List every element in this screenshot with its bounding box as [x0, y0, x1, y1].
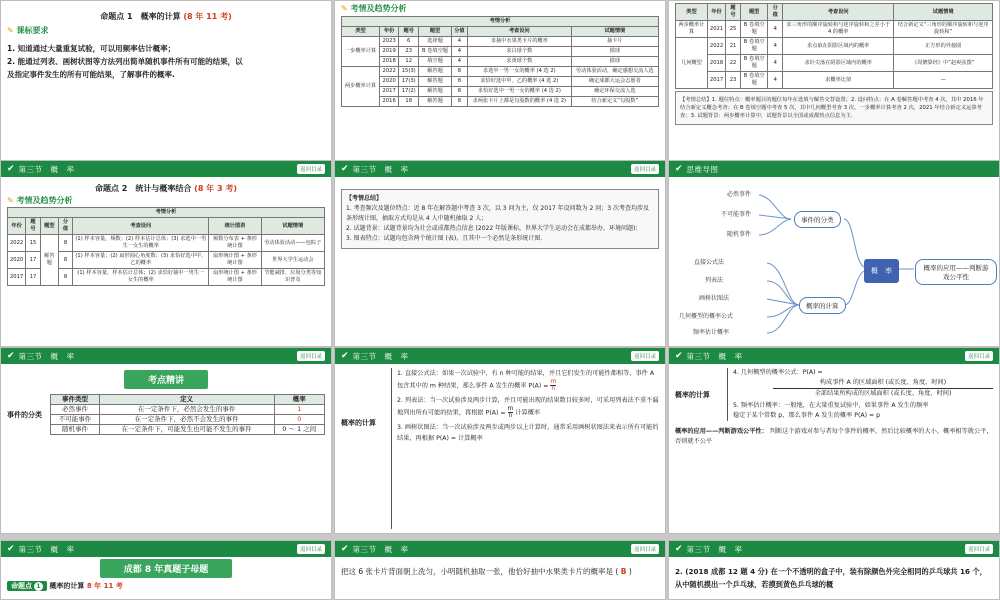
method-2-text: 2. 列表法：当一次试验涉及两步计算，并且可能出现的结果数目较多时，可采用列表法不重不漏地列出所有可能的结果，再根据 P(A) = [397, 397, 659, 417]
method-5-b: 稳定于某个常数 p，那么事件 A 发生的概率 P(A) = p [733, 412, 881, 419]
slide-header [669, 348, 999, 364]
table-cell: 解答题 [419, 77, 452, 87]
slide-7[interactable] [0, 347, 332, 534]
method-1-eq: P(A) = [528, 382, 549, 390]
slide-2-body [335, 1, 665, 186]
table-cell: 选择题 [419, 37, 452, 47]
table-cell: 17 [26, 252, 41, 269]
mindmap-box-event-classes: 事件的分类 [794, 211, 841, 228]
slide-4[interactable] [0, 160, 332, 347]
table-cell: 结合新定义“三角形的顺序旋转和与逆序旋转和” [894, 21, 993, 38]
table-cell: 8 [58, 235, 72, 252]
slide-2[interactable] [334, 0, 666, 187]
table-cell: 求恰好选中一男一女的概率 (4 选 2) [468, 87, 572, 97]
slide-header [1, 161, 331, 177]
return-button[interactable]: 返回目录 [631, 164, 659, 174]
table-row [342, 97, 659, 107]
table-header-cell: 类型 [676, 4, 708, 21]
table-row [51, 425, 325, 435]
table-cell: 6 [399, 37, 419, 47]
return-button[interactable]: 返回目录 [631, 351, 659, 361]
table-cell: 0 ～ 1 之间 [274, 425, 324, 435]
mindmap-method: 频率估计概率 [693, 329, 730, 336]
numerator: m [550, 378, 557, 385]
slide-1-body [1, 1, 331, 186]
table-cell: 4 [451, 37, 467, 47]
slide-12[interactable] [668, 540, 1000, 600]
sub-title [341, 3, 659, 14]
table-cell: 求概率比值 [783, 72, 894, 89]
return-button[interactable]: 返回目录 [297, 351, 325, 361]
chevron-icon: ✔ [675, 351, 683, 361]
table-cell: 正方形的外接圆 [894, 38, 993, 55]
table-header-cell: 题号 [399, 27, 419, 37]
pen-icon: ✎ [341, 4, 348, 13]
table-header-cell: 题型 [740, 4, 768, 21]
analysis-table-cont [675, 3, 993, 89]
slide-5-body [335, 177, 665, 346]
mindmap [669, 177, 999, 346]
fraction [550, 379, 556, 392]
method-1-text: 1. 直接公式法：如果一次试验中，有 n 种可能的结果，并且它们发生的可能性都相等，事件 A 包含其中的 m 种结果，那么事件 A 发生的概率 [397, 370, 655, 390]
table-row [342, 37, 659, 47]
numerator: m [507, 405, 514, 412]
mindmap-method: 画树状图法 [699, 295, 730, 302]
table-header-cell: 概率 [274, 395, 324, 405]
slide-10[interactable] [0, 540, 332, 600]
slide-3-body [669, 1, 999, 186]
table-cell: 解答题 [419, 67, 452, 77]
table-cell: 12 [399, 57, 419, 67]
table-cell: 求点取在阴影区域内的概率 [783, 38, 894, 55]
slide-header [1, 541, 331, 557]
chevron-icon: ✔ [7, 351, 15, 361]
table-row [676, 72, 993, 89]
table-cell: 4 [768, 55, 783, 72]
table-cell: 8 [58, 252, 72, 269]
side-label: 概率的计算 [675, 391, 710, 399]
table-row [342, 77, 659, 87]
calc-block [675, 368, 993, 421]
table-cell: 8 [451, 97, 467, 107]
sub-title [7, 25, 325, 36]
method-2-end: 计算概率 [515, 409, 541, 417]
kd-label: 命题点 1 概率的计算 [100, 12, 181, 21]
table-cell: B 卷填空题 [740, 72, 768, 89]
table-header-row [51, 395, 325, 405]
slide-6[interactable] [668, 160, 1000, 347]
question-end: ) [628, 567, 632, 576]
table-header-cell: 试题情境 [571, 27, 658, 37]
chevron-icon: ✔ [7, 164, 15, 174]
slide-9-body [669, 364, 999, 533]
kd-count: (8 年 11 考) [183, 12, 232, 21]
table-header-cell: 统计图表 [209, 218, 261, 235]
numerator: 构成事件 A 的区域面积 (或长度、角度、时间) [773, 378, 993, 389]
denominator: n [551, 385, 556, 392]
kd-heading [7, 183, 325, 194]
slide-9[interactable] [668, 347, 1000, 534]
kd-tag-text: 命题点 [11, 582, 32, 590]
kd-tag [7, 581, 47, 591]
table-cell: 解答题 [419, 97, 452, 107]
table-cell: 2018 [707, 55, 725, 72]
table-cell: 几何概型 [676, 38, 708, 89]
mindmap-method: 直接公式法 [694, 259, 725, 266]
method-3 [397, 422, 659, 444]
slide-11-body [335, 557, 665, 599]
table-body [342, 37, 659, 107]
mindmap-center: 概 率 [864, 259, 899, 283]
table-cell: B 卷填空题 [740, 21, 768, 38]
return-button[interactable]: 返回目录 [297, 164, 325, 174]
pen-icon: ✎ [7, 196, 14, 205]
slide-7-body [1, 364, 331, 533]
method-3-end: 计算概率 [458, 435, 483, 442]
line: 2. 能通过列表、画树状图等方法列出简单随机事件所有可能的结果，以 [7, 57, 243, 66]
table-header-cell: 年份 [8, 218, 26, 235]
table-cell: 4 [768, 21, 783, 38]
table-header-cell: 分值 [58, 218, 72, 235]
table-cell: 17(3) [399, 77, 419, 87]
summary-line: 2. 试题背景：试题背景均为社会或成都热点信息 (2022 年版课标，世界大学生运动会在成都举办，环境问题)； [346, 225, 642, 232]
kd-heading [7, 11, 325, 22]
table-cell: 1 [274, 405, 324, 415]
slide-12-body [669, 557, 999, 599]
table-header-cell: 试题情境 [894, 4, 993, 21]
table-row [676, 55, 993, 72]
app-text: 判断这个游戏对参与者每个事件的概率，然后比较概率的大小，概率相等就公平，否则就不公平 [675, 428, 993, 445]
table-cell: 摸球 [571, 47, 658, 57]
standard-lines [7, 42, 325, 81]
table-cell: 求恰好选中甲、乙的概率 (4 选 2) [468, 77, 572, 87]
table-header-cell: 考查设问 [73, 218, 209, 235]
table-body [676, 21, 993, 89]
slide-header [669, 161, 999, 177]
table-row [342, 47, 659, 57]
event-table [50, 394, 325, 435]
app-label: 概率的应用——判断游戏公平性： [675, 428, 768, 435]
table-cell: 2017 [380, 87, 399, 97]
table-cell: B 卷填空题 [740, 38, 768, 55]
table-cell: 4 [768, 72, 783, 89]
table-cell: 必然事件 [51, 405, 100, 415]
chevron-icon: ✔ [675, 544, 683, 554]
slide-3[interactable] [668, 0, 1000, 187]
kd-label: 命题点 2 统计与概率结合 [95, 184, 192, 193]
slide-1[interactable] [0, 0, 332, 187]
section-title: 第三节 概 率 [686, 351, 743, 361]
banner-wrap [7, 559, 325, 578]
summary-box: 【考情总结】1. 题位特点：概率题目的题位每年在选填与解答交替设置；2. 设问特点：在 A 卷解答题中考查 4 次，其中 2016 年结合新定义概念考查；在 B 卷填空题中考查 5 次，其中几何概型考查 3 次，一步概率计算考查 2 次，2021 年结合新定义运算考查；3. 试题背景：两步概率计算中，试题背景以全国或成都热点信息为主. [675, 91, 993, 125]
banner: 考点精讲 [124, 370, 208, 389]
table-row [342, 87, 659, 97]
analysis-table [7, 207, 325, 286]
chevron-icon: ✔ [341, 544, 349, 554]
table-cell: 节能减排、垃圾分类等知识普及 [261, 269, 324, 286]
table-cell: 确定环保交流人选 [571, 87, 658, 97]
mindmap-box-calculation: 概率的计算 [799, 297, 846, 314]
table-cell: 18 [399, 97, 419, 107]
table-header-cell: 考查设问 [468, 27, 572, 37]
question-text: 把这 6 张卡片背面朝上洗匀，小明随机抽取一张，他恰好抽中水果类卡片的概率是 ( [341, 567, 619, 576]
sub-title-text: 课标要求 [16, 26, 49, 35]
table-cell: 一步概率计算 [342, 37, 380, 67]
table-row [51, 415, 325, 425]
section-title: 第三节 概 率 [352, 164, 409, 174]
table-cell: 2019 [380, 47, 399, 57]
table-cell: (1) 样本容量，样本估计总体；(2) 求恰好抽中一男生一女生的概率 [73, 269, 209, 286]
table-cell: 4 [451, 47, 467, 57]
mindmap-event-impossible: 不可能事件 [721, 211, 752, 218]
section-title: 第三节 概 率 [18, 164, 75, 174]
table-cell: 0 [274, 415, 324, 425]
kd-tag-num: 1 [34, 582, 43, 591]
event-classes [7, 394, 325, 435]
slide-header [335, 348, 665, 364]
question-text: 2. (2018 成都 12 题 4 分) 在一个不透明的盒子中，装有除颜色外完全相同的乒乓球共 16 个，从中随机摸出一个乒乓球，若摸到黄色乒乓球的概 [675, 567, 987, 589]
table-header-cell: 年份 [380, 27, 399, 37]
table-cell: (1) 样本容量；(2) 扇形圆心角度数；(3) 求恰好选中甲、乙的概率 [73, 252, 209, 269]
table-cell: 2016 [380, 97, 399, 107]
table-cell: 2022 [380, 67, 399, 77]
table-header-cell: 试题情境 [261, 218, 324, 235]
table-cell: 劳动体验活动，确定感想交流人选 [571, 67, 658, 77]
side-label: 概率的计算 [341, 419, 376, 427]
calc-methods [727, 368, 993, 421]
mindmap-event-certain: 必然事件 [727, 191, 752, 198]
table-cell: 解答题 [40, 235, 58, 286]
table-cell: 8 [58, 269, 72, 286]
method-3-text: 3. 画树状图法：当一次试验涉及两步或两步以上计算时，通常采用画树状图法来表示所有可能的结果，再根据 P(A) = [397, 424, 659, 442]
fraction [508, 406, 514, 419]
table-cell: 2017 [8, 269, 26, 286]
table-cell: 8 [451, 67, 467, 77]
table-header-cell: 题号 [726, 4, 741, 21]
table-cell: 2020 [8, 252, 26, 269]
table-cell: 两步概率计算 [676, 21, 708, 38]
table-cell: — [894, 72, 993, 89]
table-cell: 15 [26, 235, 41, 252]
table-header-cell: 年份 [707, 4, 725, 21]
denominator: n [508, 412, 513, 419]
table-title: 考情分析 [8, 208, 325, 218]
side-label: 事件的分类 [7, 410, 42, 419]
table-cell: 求选中一男一女的概率 (4 选 2) [468, 67, 572, 77]
table-header-cell: 考查设问 [783, 4, 894, 21]
table-cell: 2022 [8, 235, 26, 252]
slide-8-body [335, 364, 665, 533]
table-header-cell: 类型 [342, 27, 380, 37]
line: 及指定事件发生的所有可能结果，了解事件的概率. [7, 70, 175, 79]
table-row [676, 21, 993, 38]
sub-title-text: 考情及趋势分析 [350, 4, 407, 13]
method-5: 5. 频率估计概率：一般地，在大量重复试验中，如果事件 A 发生的频率 [733, 402, 929, 409]
answer: B [620, 567, 627, 576]
kd-count: (8 年 3 考) [194, 184, 237, 193]
table-cell: (1) 样本容量，频数；(2) 样本估计总体；(3) 求选中一男生一女生的概率 [73, 235, 209, 252]
return-button[interactable]: 返回目录 [631, 544, 659, 554]
table-cell: B 卷填空题 [419, 47, 452, 57]
section-title: 第三节 概 率 [352, 544, 409, 554]
table-row [676, 38, 993, 55]
table-header-cell: 题型 [419, 27, 452, 37]
table-cell: 不可能事件 [51, 415, 100, 425]
table-title: 考情分析 [342, 17, 659, 27]
chevron-icon: ✔ [675, 164, 683, 174]
table-header-cell: 题号 [26, 218, 41, 235]
table-cell: 扇形统计图 + 条形统计图 [209, 269, 261, 286]
table-cell: 在一定条件下，必然会发生的事件 [99, 405, 274, 415]
table-cell: 求黄球个数 [468, 57, 572, 67]
table-header-cell: 事件类型 [51, 395, 100, 405]
slide-header [1, 348, 331, 364]
table-cell: 2018 [380, 57, 399, 67]
return-button[interactable]: 返回目录 [965, 351, 993, 361]
table-cell: 23 [399, 47, 419, 57]
return-button[interactable]: 返回目录 [965, 544, 993, 554]
table-cell: 25 [726, 21, 741, 38]
pen-icon: ✎ [7, 26, 14, 35]
table-cell: 抽卡片 [571, 37, 658, 47]
table-cell: 在一定条件下，必然不会发生的事件 [99, 415, 274, 425]
table-cell: 17(2) [399, 87, 419, 97]
table-cell: 频数分布表 + 条形统计图 [209, 235, 261, 252]
table-cell: 4 [451, 57, 467, 67]
sub-title [7, 195, 325, 206]
kd-row [7, 581, 325, 591]
kd-label: 概率的计算 [49, 582, 85, 590]
summary-title: 【考情总结】 [346, 195, 383, 202]
table-cell: 求针尖落在阴影区域内的概率 [783, 55, 894, 72]
table-cell: 2017 [707, 72, 725, 89]
table-cell: 2020 [380, 77, 399, 87]
table-row [342, 57, 659, 67]
table-cell: 17 [26, 269, 41, 286]
table-cell: 在一定条件下，可能发生也可能不发生的事件 [99, 425, 274, 435]
denominator: 全部结果所构成的区域面积 (或长度、角度、时间) [814, 390, 952, 397]
slide-4-body [1, 177, 331, 346]
table-header-row [676, 4, 993, 21]
table-cell: 《周髀算经》中“赵爽弦图” [894, 55, 993, 72]
method-2 [397, 395, 659, 419]
section-title: 第三节 概 率 [352, 351, 409, 361]
table-body [8, 235, 325, 286]
table-row [8, 235, 325, 252]
table-row [51, 405, 325, 415]
table-header-cell: 分值 [451, 27, 467, 37]
table-cell: 世界大学生运动会 [261, 252, 324, 269]
table-cell: 解答题 [419, 87, 452, 97]
table-cell: 8 [451, 77, 467, 87]
table-cell: 随机事件 [51, 425, 100, 435]
banner-wrap [7, 370, 325, 389]
sub-title-text: 考情及趋势分析 [16, 196, 73, 205]
table-cell: 摸球 [571, 57, 658, 67]
table-cell: 23 [726, 72, 741, 89]
table-cell: 求抽中水果类卡片的概率 [468, 37, 572, 47]
analysis-table [341, 16, 659, 107]
table-cell: 15(3) [399, 67, 419, 77]
mindmap-title: 思维导图 [686, 164, 719, 174]
table-cell: 21 [726, 38, 741, 55]
banner: 成都 8 年真题子母题 [100, 559, 233, 578]
section-title: 第三节 概 率 [18, 544, 75, 554]
return-button[interactable]: 返回目录 [297, 544, 325, 554]
table-header-cell: 题型 [40, 218, 58, 235]
table-cell: 确定成都大运会志愿者 [571, 77, 658, 87]
summary-line: 1. 考查频次及题位特点：近 8 年在解答题中考查 3 次，以 3 问为主，仅 2017 年设问数为 2 问；3 次考查均涉及条形统计图，抽取方式均是从 4 人中随机抽取 2 人； [346, 205, 649, 222]
table-header-cell: 定义 [99, 395, 274, 405]
table-cell: 2023 [380, 37, 399, 47]
summary-box [341, 189, 659, 249]
table-cell: 求两张卡片上都是勾股数的概率 (4 选 2) [468, 97, 572, 107]
mindmap-event-random: 随机事件 [727, 231, 752, 238]
slide-header [335, 161, 665, 177]
table-header-row [342, 27, 659, 37]
mindmap-box-application: 概率的应用——判断游戏公平性 [915, 259, 997, 285]
chevron-icon: ✔ [7, 544, 15, 554]
table-cell: 扇形统计图 + 条形统计图 [209, 252, 261, 269]
chevron-icon: ✔ [341, 164, 349, 174]
slide-10-body [1, 557, 331, 599]
table-body [51, 405, 325, 435]
table-cell: 22 [726, 55, 741, 72]
application [675, 427, 993, 447]
summary-line: 3. 图表特点：试题均包含两个统计图 (表)，且其中一个必然是条形统计图. [346, 235, 543, 242]
line: 1. 知道通过大量重复试验，可以用频率估计概率； [7, 44, 176, 53]
table-cell: 求三角形的顺序旋转和与逆序旋转和之差小于 4 的概率 [783, 21, 894, 38]
section-title: 第三节 概 率 [18, 351, 75, 361]
table-header-cell: 分值 [768, 4, 783, 21]
section-title: 第三节 概 率 [686, 544, 743, 554]
table-cell: B 卷填空题 [740, 55, 768, 72]
table-cell: 两步概率计算 [342, 67, 380, 107]
table-cell: 2022 [707, 38, 725, 55]
slide-header [669, 541, 999, 557]
table-cell: 劳动体验活动——包粽子 [261, 235, 324, 252]
calc-methods [391, 368, 659, 529]
mindmap-method: 列表法 [705, 277, 724, 284]
table-cell: 8 [451, 87, 467, 97]
mindmap-method: 几何概型的概率公式 [679, 313, 734, 320]
table-row [342, 67, 659, 77]
slide-header [335, 541, 665, 557]
table-cell: 4 [768, 38, 783, 55]
kd-count: 8 年 11 考 [86, 582, 123, 590]
method-1 [397, 368, 659, 392]
table-cell: 求白球个数 [468, 47, 572, 57]
table-cell: 2021 [707, 21, 725, 38]
method-4: 4. 几何概型的概率公式：P(A) = [733, 369, 823, 376]
table-cell: 结合新定义“勾股数” [571, 97, 658, 107]
slide-5[interactable] [334, 160, 666, 347]
slide-8[interactable] [334, 347, 666, 534]
slide-11[interactable] [334, 540, 666, 600]
table-header-row [8, 218, 325, 235]
chevron-icon: ✔ [341, 351, 349, 361]
table-cell: 填空题 [419, 57, 452, 67]
